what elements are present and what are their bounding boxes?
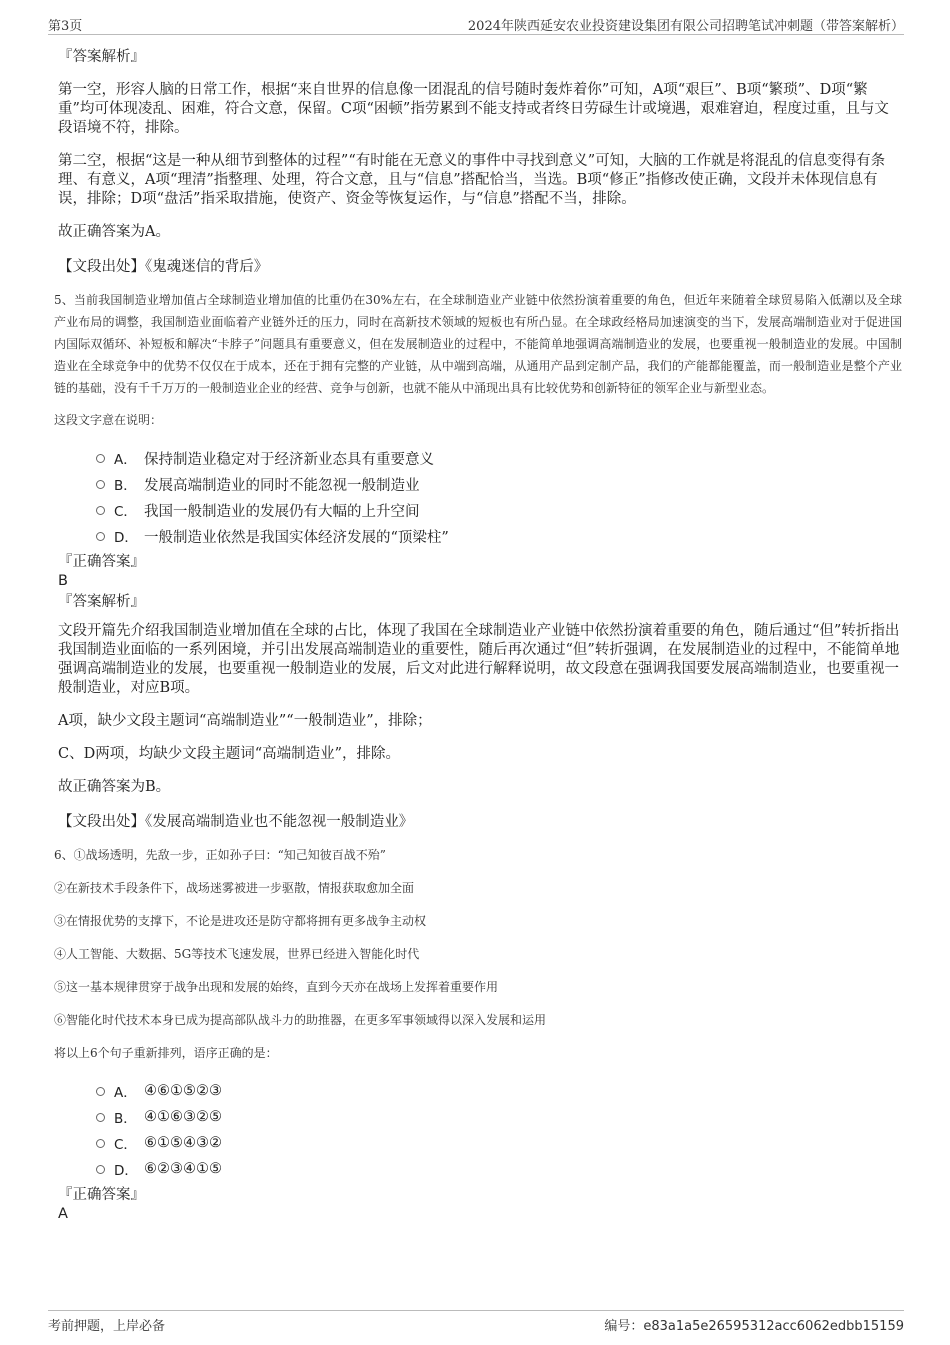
analysis-paragraph: C、D两项，均缺少文段主题词“高端制造业”，排除。 — [58, 746, 401, 762]
page-footer — [48, 1310, 904, 1335]
option-a[interactable]: A． ④⑥①⑤②③ — [96, 1078, 902, 1104]
page-content — [52, 42, 902, 1224]
option-text: ⑥①⑤④③② — [144, 1135, 222, 1151]
answer-options — [52, 445, 902, 549]
document-code — [604, 1315, 904, 1334]
option-a[interactable]: A． 保持制造业稳定对于经济新业态具有重要意义 — [96, 445, 902, 471]
document-title: 2024年陕西延安农业投资建设集团有限公司招聘笔试冲刺题（带答案解析） — [467, 19, 904, 34]
sentence-item: ③在情报优势的支撑下，不论是进攻还是防守都将拥有更多战争主动权 — [54, 914, 427, 928]
question-prompt: 将以上6个句子重新排列，语序正确的是： — [54, 1046, 278, 1060]
radio-button[interactable] — [96, 1113, 105, 1122]
option-text: 保持制造业稳定对于经济新业态具有重要意义 — [144, 451, 434, 468]
page-header — [48, 12, 904, 35]
option-d[interactable]: D． ⑥②③④①⑤ — [96, 1156, 902, 1182]
answer-options — [52, 1078, 902, 1182]
question-prompt: 这段文字意在说明： — [54, 413, 163, 427]
analysis-label: 『答案解析』 — [58, 49, 145, 65]
option-c[interactable]: C． 我国一般制造业的发展仍有大幅的上升空间 — [96, 497, 902, 523]
correct-answer-label: 『正确答案』 — [58, 554, 145, 570]
radio-button[interactable] — [96, 454, 105, 463]
sentence-item: ⑥智能化时代技术本身已成为提高部队战斗力的助推器，在更多军事领域得以深入发展和运用 — [54, 1013, 547, 1027]
option-d[interactable]: D． 一般制造业依然是我国实体经济发展的“顶梁柱” — [96, 523, 902, 549]
correct-answer-value: B — [58, 573, 68, 589]
option-text: 一般制造业依然是我国实体经济发展的“顶梁柱” — [144, 529, 449, 546]
option-text: ⑥②③④①⑤ — [144, 1161, 222, 1177]
analysis-paragraph: A项，缺少文段主题词“高端制造业”“一般制造业”，排除； — [58, 713, 432, 729]
code-label: 编号： — [604, 1319, 644, 1334]
radio-button[interactable] — [96, 1139, 105, 1148]
page-number: 第3页 — [48, 19, 83, 34]
radio-button[interactable] — [96, 1165, 105, 1174]
option-b[interactable]: B． ④①⑥③②⑤ — [96, 1104, 902, 1130]
option-text: ④⑥①⑤②③ — [144, 1083, 222, 1099]
option-b[interactable]: B． 发展高端制造业的同时不能忽视一般制造业 — [96, 471, 902, 497]
option-c[interactable]: C． ⑥①⑤④③② — [96, 1130, 902, 1156]
analysis-paragraph: 第一空，形容人脑的日常工作，根据“来自世界的信息像一团混乱的信号随时轰炸着你”可知，A项“艰巨”、B项“繁琐”、D项“繁重”均可体现凌乱、困难，符合文意，保留。C项“困顿”指劳累到不能支持或者终日劳碌生计或境遇，艰难窘迫，程度过重，且与文段语境不符，排除。 — [58, 82, 889, 136]
question-stem: 5、当前我国制造业增加值占全球制造业增加值的比重仍在30%左右，在全球制造业产业链中依然扮演着重要的角色，但近年来随着全球贸易陷入低潮以及全球产业布局的调整，我国制造业面临着产业链外迁的压力，同时在高新技术领域的短板也有所凸显。在全球政经格局加速演变的当下，发展高端制造业对于促进国内国际双循环、补短板和解决“卡脖子”问题具有重要意义，但在发展制造业的过程中，不能简单地强调高端制造业的发展，也要重视一般制造业的发展。中国制造业在全球竞争中的优势不仅仅在于成本，还在于拥有完整的产业链，从中端到高端，从通用产品到定制产品，我们的产能都能覆盖，而一般制造业是整个产业链的基础，没有千千万万的一般制造业企业的经营、竞争与创新，也就不能从中涌现出具有比较优势和创新特征的领军企业与新型业态。 — [54, 293, 902, 395]
sentence-item: ②在新技术手段条件下，战场迷雾被进一步驱散，情报获取愈加全面 — [54, 881, 415, 895]
sentence-item: ④人工智能、大数据、5G等技术飞速发展，世界已经进入智能化时代 — [54, 947, 420, 961]
correct-answer-statement: 故正确答案为B。 — [58, 779, 171, 795]
correct-answer-label: 『正确答案』 — [58, 1187, 145, 1203]
analysis-paragraph: 第二空，根据“这是一种从细节到整体的过程”“有时能在无意义的事件中寻找到意义”可知，大脑的工作就是将混乱的信息变得有条理、有意义，A项“理清”指整理、处理，符合文意，且与“信息”搭配恰当，当选。B项“修正”指修改使正确，文段并未体现信息有误，排除；D项“盘活”指采取措施，使资产、资金等恢复运作，与“信息”搭配不当，排除。 — [58, 153, 886, 207]
option-text: ④①⑥③②⑤ — [144, 1109, 222, 1125]
analysis-paragraph: 文段开篇先介绍我国制造业增加值在全球的占比，体现了我国在全球制造业产业链中依然扮演着重要的角色，随后通过“但”转折指出我国制造业面临的一系列困境，并引出发展高端制造业的重要性，随后再次通过“但”转折强调，在发展制造业的过程中，不能简单地强调高端制造业的发展，也要重视一般制造业的发展，后文对此进行解释说明，故文段意在强调我国要发展高端制造业，也要重视一般制造业，对应B项。 — [58, 623, 900, 696]
sentence-item: 6、①战场透明，先敌一步，正如孙子曰：“知己知彼百战不殆” — [54, 848, 386, 862]
source-citation: 【文段出处】《发展高端制造业也不能忽视一般制造业》 — [58, 814, 414, 830]
radio-button[interactable] — [96, 480, 105, 489]
footer-slogan: 考前押题，上岸必备 — [48, 1319, 166, 1334]
code-value: e83a1a5e26595312acc6062edbb15159 — [643, 1319, 904, 1334]
correct-answer-statement: 故正确答案为A。 — [58, 224, 170, 240]
correct-answer-value: A — [58, 1206, 68, 1222]
option-text: 发展高端制造业的同时不能忽视一般制造业 — [144, 477, 420, 494]
source-citation: 【文段出处】《鬼魂迷信的背后》 — [58, 259, 269, 275]
sentence-item: ⑤这一基本规律贯穿于战争出现和发展的始终，直到今天亦在战场上发挥着重要作用 — [54, 980, 499, 994]
option-text: 我国一般制造业的发展仍有大幅的上升空间 — [144, 503, 420, 520]
radio-button[interactable] — [96, 1087, 105, 1096]
analysis-label: 『答案解析』 — [58, 594, 145, 610]
radio-button[interactable] — [96, 506, 105, 515]
radio-button[interactable] — [96, 532, 105, 541]
